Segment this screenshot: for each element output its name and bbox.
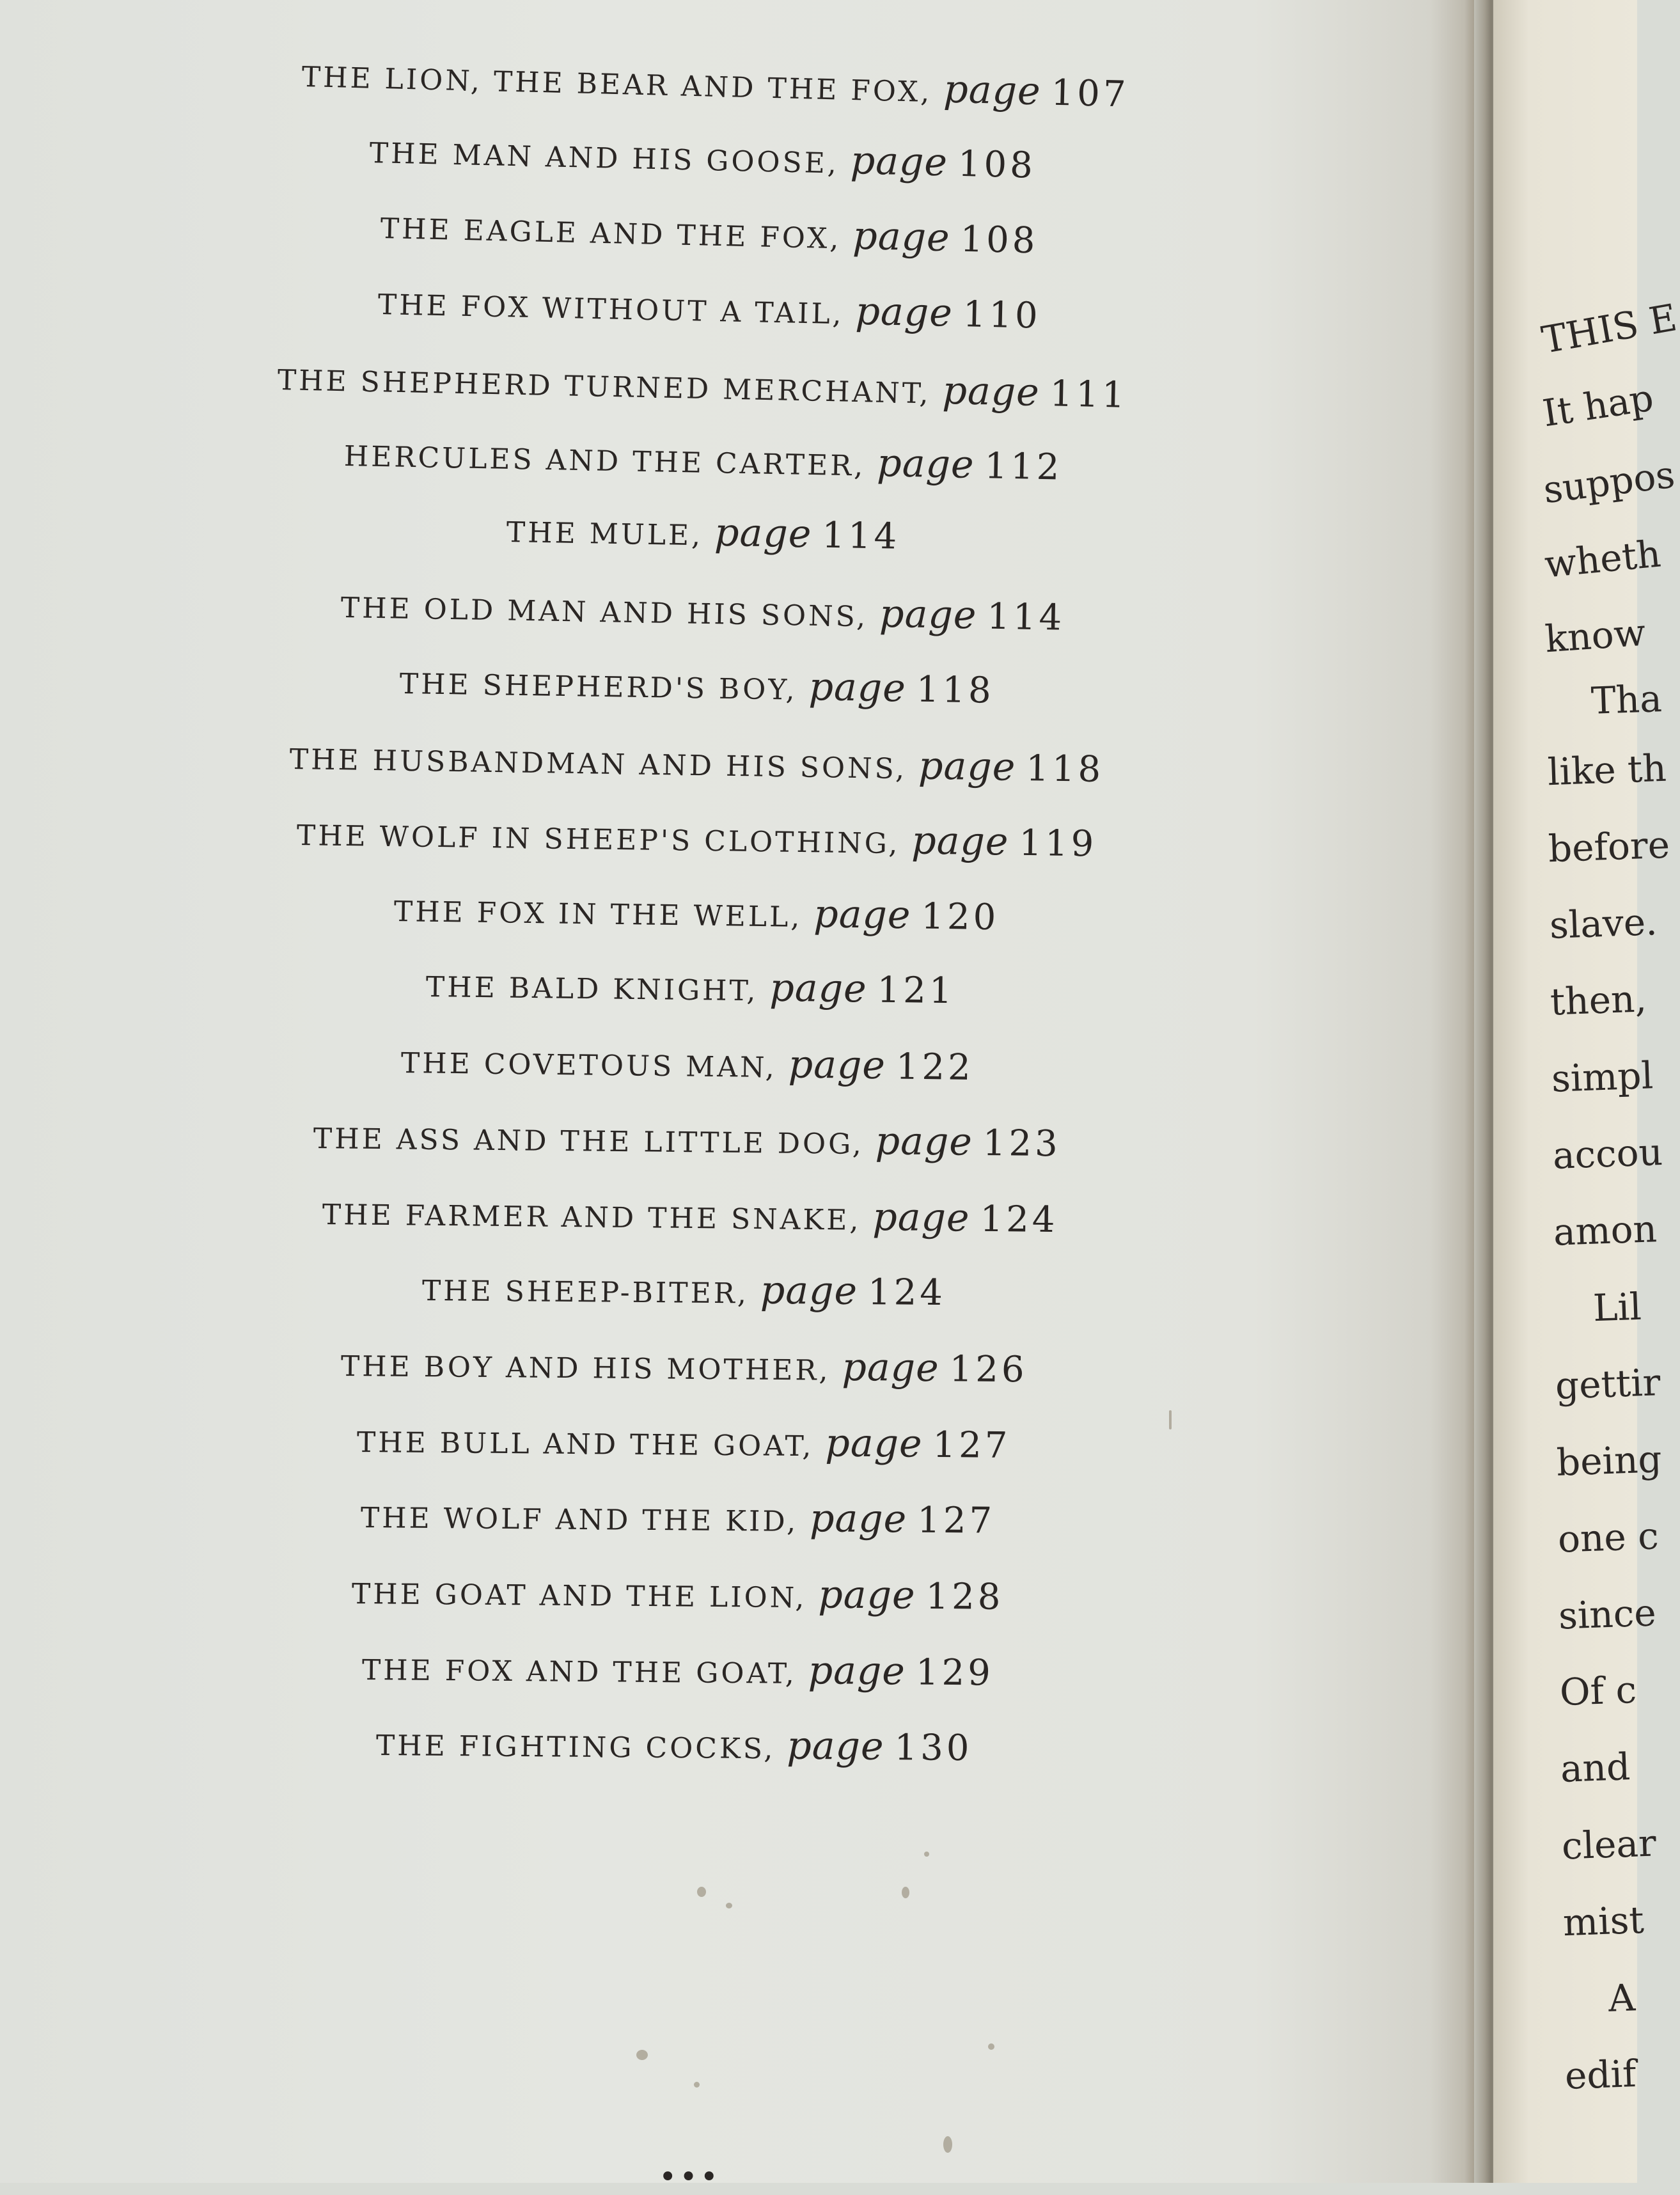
facing-page-line: before	[1547, 822, 1671, 871]
page-label: page	[808, 664, 906, 711]
toc-entry	[394, 886, 1000, 939]
facing-page-line: clear	[1560, 1821, 1657, 1868]
page-label: page	[714, 510, 812, 556]
page-number: 120	[921, 895, 1000, 938]
page-number: 108	[959, 218, 1039, 262]
toc-entry	[377, 279, 1041, 338]
page-footer-mark: •••	[659, 2159, 721, 2195]
fable-title: THE BULL AND THE GOAT,	[357, 1426, 815, 1463]
facing-page-line: being	[1555, 1437, 1663, 1484]
fable-title: THE LION, THE BEAR AND THE FOX,	[301, 61, 933, 109]
fable-title: THE WOLF AND THE KID,	[360, 1502, 798, 1539]
page-number: 114	[821, 514, 900, 558]
page-number: 118	[915, 668, 994, 712]
facing-page-line: since	[1557, 1591, 1657, 1638]
paper-speck	[694, 2082, 700, 2088]
fable-title: THE GOAT AND THE LION,	[351, 1578, 807, 1615]
facing-page-line: and	[1559, 1745, 1631, 1791]
paper-speck	[697, 1887, 706, 1897]
page-number: 127	[932, 1424, 1012, 1467]
toc-entry	[296, 810, 1097, 865]
facing-page-line: mist	[1562, 1898, 1645, 1945]
fable-title: THE EAGLE AND THE FOX,	[380, 212, 842, 256]
facing-page-line: like th	[1546, 746, 1667, 794]
facing-page-line: It hap	[1539, 375, 1656, 436]
fable-title: THE BALD KNIGHT,	[425, 971, 758, 1008]
facing-page-line: suppos	[1541, 452, 1677, 512]
toc-entry	[289, 734, 1104, 791]
facing-page-line: edif	[1564, 2052, 1637, 2098]
toc-entry	[506, 507, 900, 558]
page-label: page	[942, 368, 1040, 416]
facing-page-line: wheth	[1543, 531, 1663, 586]
facing-page-line: THIS E	[1538, 295, 1680, 362]
toc-entry	[425, 961, 955, 1012]
page-number: 124	[867, 1271, 946, 1314]
facing-page-line: slave.	[1548, 900, 1658, 947]
toc-entry	[376, 1720, 973, 1770]
paper-speck	[636, 2050, 648, 2060]
page-number: 110	[962, 293, 1042, 337]
fable-title: THE FOX AND THE GOAT,	[361, 1653, 797, 1690]
page-number: 121	[877, 969, 955, 1012]
facing-page-line: Lil	[1592, 1284, 1642, 1330]
toc-entry	[362, 1644, 994, 1695]
paper-speck	[726, 1903, 732, 1908]
fable-title: THE SHEPHERD TURNED MERCHANT,	[277, 364, 932, 411]
facing-page-line: one c	[1557, 1514, 1660, 1561]
toc-entry	[343, 430, 1063, 489]
toc-entry	[302, 51, 1130, 116]
page-number: 107	[1051, 72, 1130, 116]
facing-page-line: accou	[1551, 1130, 1663, 1177]
toc-entry	[341, 582, 1065, 640]
page-number: 127	[916, 1499, 996, 1543]
page-number: 128	[925, 1575, 1004, 1618]
paper-speck	[924, 1852, 929, 1857]
page-number: 108	[957, 143, 1037, 187]
paper-speck	[988, 2043, 994, 2050]
page-number: 123	[982, 1122, 1062, 1165]
fable-title: THE FARMER AND THE SNAKE,	[322, 1199, 862, 1237]
toc-entry	[360, 1492, 995, 1543]
fable-title: THE MAN AND HIS GOOSE,	[369, 136, 840, 180]
fable-title: THE BOY AND HIS MOTHER,	[340, 1350, 831, 1387]
facing-page-line: Of c	[1558, 1667, 1638, 1715]
page-label: page	[879, 591, 978, 638]
page-number: 129	[915, 1651, 994, 1694]
fable-title: THE SHEPHERD'S BOY,	[399, 667, 797, 707]
fable-title: THE MULE,	[506, 515, 703, 552]
page-number: 112	[984, 445, 1063, 489]
fable-title: THE HUSBANDMAN AND HIS SONS,	[289, 743, 907, 786]
page-label: page	[875, 1119, 973, 1165]
page-number: 119	[1018, 822, 1097, 865]
toc-entry	[278, 354, 1129, 417]
page-label: page	[876, 441, 975, 487]
facing-page-line: then,	[1549, 977, 1647, 1024]
facing-page-line: A	[1607, 1976, 1637, 2020]
toc-entry	[352, 1568, 1004, 1619]
page-label: page	[943, 67, 1042, 114]
toc-entry	[380, 203, 1039, 262]
facing-page-line: simpl	[1550, 1053, 1654, 1101]
paper-speck	[943, 2136, 952, 2153]
toc-entry	[400, 1037, 974, 1089]
page-number: 126	[949, 1348, 1028, 1391]
page-label: page	[842, 1345, 939, 1391]
fable-title: THE OLD MAN AND HIS SONS,	[340, 592, 868, 634]
toc-entry	[313, 1113, 1061, 1165]
toc-entry	[357, 1417, 1011, 1467]
page-label: page	[852, 213, 951, 261]
page-label: page	[818, 1572, 916, 1618]
toc-entry	[341, 1341, 1028, 1391]
page-label: page	[872, 1195, 971, 1241]
page-label: page	[809, 1496, 907, 1542]
fable-title: THE SHEEP-BITER,	[421, 1274, 750, 1310]
page-number: 114	[987, 595, 1066, 639]
page-label: page	[788, 1042, 886, 1089]
paper-speck	[902, 1887, 909, 1898]
toc-entry	[422, 1265, 946, 1314]
page-label: page	[911, 818, 1009, 865]
page-label: page	[787, 1723, 885, 1770]
paper-speck	[1169, 1410, 1172, 1429]
fable-title: THE WOLF IN SHEEP'S CLOTHING,	[296, 819, 900, 861]
fable-title: THE ASS AND THE LITTLE DOG,	[313, 1122, 865, 1161]
facing-page-line: gettir	[1554, 1360, 1661, 1408]
page-label: page	[808, 1648, 906, 1694]
page-number: 124	[980, 1198, 1059, 1241]
page-label: page	[760, 1268, 858, 1314]
fable-title: THE FIGHTING COCKS,	[376, 1729, 776, 1766]
page-label: page	[854, 288, 954, 336]
page-number: 111	[1049, 373, 1129, 417]
fable-title: THE COVETOUS MAN,	[400, 1046, 777, 1084]
page-number: 118	[1025, 748, 1104, 791]
page-label: page	[825, 1420, 923, 1467]
facing-page-line: amon	[1552, 1207, 1658, 1254]
fable-title: THE FOX WITHOUT A TAIL,	[377, 288, 845, 331]
page-label: page	[769, 965, 867, 1012]
toc-entry	[369, 127, 1036, 187]
page-number: 130	[894, 1727, 973, 1770]
fable-title: HERCULES AND THE CARTER,	[343, 440, 866, 483]
page-label: page	[813, 891, 912, 938]
toc-entry	[322, 1189, 1058, 1241]
page-label: page	[850, 138, 949, 185]
page-number: 122	[895, 1046, 974, 1089]
toc-entry	[399, 658, 994, 712]
fable-title: THE FOX IN THE WELL,	[393, 895, 803, 934]
facing-page-line: Tha	[1590, 677, 1663, 723]
page-label: page	[918, 743, 1016, 791]
facing-page-line: know	[1543, 610, 1647, 661]
